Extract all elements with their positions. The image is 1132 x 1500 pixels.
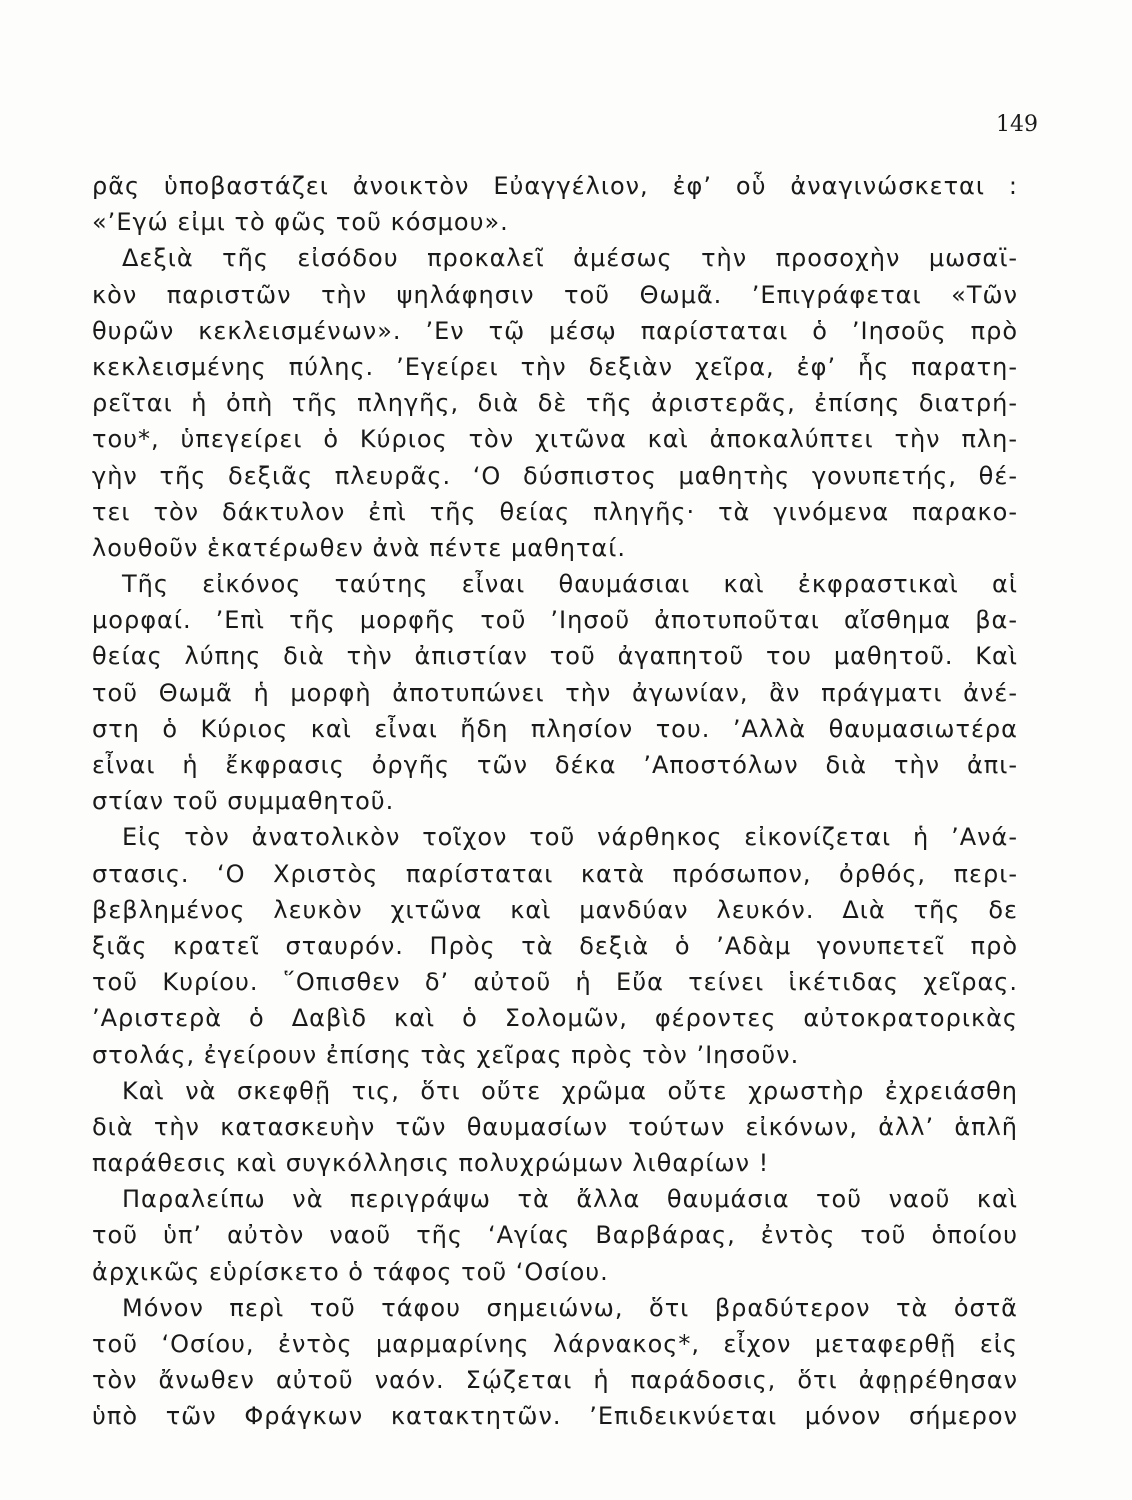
text-line: θυρῶν κεκλεισμένων». ’Εν τῷ μέσῳ παρίσταται ὁ ’Ιησοῦς πρὸ <box>92 316 1018 345</box>
text-line: «’Εγώ εἰμι τὸ φῶς τοῦ κόσμου». <box>92 208 509 237</box>
body-text <box>92 168 1018 1435</box>
text-line: εἶναι ἡ ἔκφρασις ὀργῆς τῶν δέκα ’Αποστόλων διὰ τὴν ἀπι- <box>92 751 1018 779</box>
text-line: τοῦ Κυρίου. ῞Οπισθεν δ’ αὐτοῦ ἡ Εὔα τείνει ἱκέτιδας χεῖρας. <box>92 968 1018 997</box>
paragraph-first-line: Μόνον περὶ τοῦ τάφου σημειώνω, ὅτι βραδύτερον τὰ ὀστᾶ <box>122 1293 1018 1322</box>
text-line: τοῦ ὑπ’ αὐτὸν ναοῦ τῆς ‘Αγίας Βαρβάρας, ἐντὸς τοῦ ὁποίου <box>92 1221 1018 1250</box>
text-line: στη ὁ Κύριος καὶ εἶναι ἤδη πλησίον του. ’Αλλὰ θαυμασιωτέρα <box>92 714 1018 743</box>
text-line: διὰ τὴν κατασκευὴν τῶν θαυμασίων τούτων εἰκόνων, ἀλλ’ ἁπλῆ <box>92 1112 1018 1141</box>
text-line: λουθοῦν ἑκατέρωθεν ἀνὰ πέντε μαθηταί. <box>92 533 627 562</box>
text-line: θείας λύπης διὰ τὴν ἀπιστίαν τοῦ ἀγαπητοῦ του μαθητοῦ. Καὶ <box>92 642 1018 671</box>
paragraph-first-line: Εἰς τὸν ἀνατολικὸν τοῖχον τοῦ νάρθηκος εἰκονίζεται ἡ ’Ανά- <box>122 823 1018 852</box>
text-line: μορφαί. ’Επὶ τῆς μορφῆς τοῦ ’Ιησοῦ ἀποτυποῦται αἴσθημα βα- <box>92 606 1018 635</box>
text-line: βεβλημένος λευκὸν χιτῶνα καὶ μανδύαν λευκόν. Διὰ τῆς δε <box>92 895 1018 924</box>
text-line: ὑπὸ τῶν Φράγκων κατακτητῶν. ’Επιδεικνύεται μόνον σήμερον <box>92 1402 1018 1431</box>
paragraph-first-line: Τῆς εἰκόνος ταύτης εἶναι θαυμάσιαι καὶ ἐκφραστικαὶ αἱ <box>122 570 1018 599</box>
text-line: ρεῖται ἡ ὀπὴ τῆς πληγῆς, διὰ δὲ τῆς ἀριστερᾶς, ἐπίσης διατρή- <box>92 389 1018 418</box>
text-line: τοῦ ‘Οσίου, ἐντὸς μαρμαρίνης λάρνακος*, εἶχον μεταφερθῇ εἰς <box>92 1330 1018 1358</box>
text-line: παράθεσις καὶ συγκόλλησις πολυχρώμων λιθαρίων ! <box>92 1149 770 1178</box>
text-line: του*, ὑπεγείρει ὁ Κύριος τὸν χιτῶνα καὶ ἀποκαλύπτει τὴν πλη- <box>92 425 1018 454</box>
text-line: στασις. ‘Ο Χριστὸς παρίσταται κατὰ πρόσωπον, ὀρθός, περι- <box>92 859 1018 888</box>
text-line: στολάς, ἐγείρουν ἐπίσης τὰς χεῖρας πρὸς τὸν ’Ιησοῦν. <box>92 1040 800 1069</box>
text-line: τὸν ἄνωθεν αὐτοῦ ναόν. Σῴζεται ἡ παράδοσις, ὅτι ἀφῃρέθησαν <box>92 1366 1018 1395</box>
paragraph-first-line: Δεξιὰ τῆς εἰσόδου προκαλεῖ ἀμέσως τὴν προσοχὴν μωσαϊ- <box>122 244 1018 273</box>
text-line: τει τὸν δάκτυλον ἐπὶ τῆς θείας πληγῆς· τὰ γινόμενα παρακο- <box>92 497 1018 526</box>
text-line: ’Αριστερὰ ὁ Δαβὶδ καὶ ὁ Σολομῶν, φέροντες αὐτοκρατορικὰς <box>92 1004 1018 1033</box>
text-line: ἀρχικῶς εὑρίσκετο ὁ τάφος τοῦ ‘Οσίου. <box>92 1257 609 1286</box>
text-line: ξιᾶς κρατεῖ σταυρόν. Πρὸς τὰ δεξιὰ ὁ ’Αδὰμ γονυπετεῖ πρὸ <box>92 931 1018 960</box>
text-line: γὴν τῆς δεξιᾶς πλευρᾶς. ‘Ο δύσπιστος μαθητὴς γονυπετής, θέ- <box>92 461 1018 490</box>
text-line: κὸν παριστῶν τὴν ψηλάφησιν τοῦ Θωμᾶ. ’Επιγράφεται «Τῶν <box>92 280 1018 309</box>
text-line: ρᾶς ὑποβαστάζει ἀνοικτὸν Εὐαγγέλιον, ἐφ’ οὗ ἀναγινώσκεται : <box>92 172 1018 200</box>
page-number: 149 <box>996 112 1038 137</box>
text-line: κεκλεισμένης πύλης. ’Εγείρει τὴν δεξιὰν χεῖρα, ἐφ’ ἧς παρατη- <box>92 352 1018 381</box>
text-line: τοῦ Θωμᾶ ἡ μορφὴ ἀποτυπώνει τὴν ἀγωνίαν, ἂν πράγματι ἀνέ- <box>92 678 1018 707</box>
paragraph-first-line: Καὶ νὰ σκεφθῇ τις, ὅτι οὔτε χρῶμα οὔτε χρωστὴρ ἐχρειάσθη <box>122 1076 1018 1105</box>
paragraph-first-line: Παραλείπω νὰ περιγράψω τὰ ἄλλα θαυμάσια τοῦ ναοῦ καὶ <box>122 1185 1018 1214</box>
text-line: στίαν τοῦ συμμαθητοῦ. <box>92 787 395 816</box>
